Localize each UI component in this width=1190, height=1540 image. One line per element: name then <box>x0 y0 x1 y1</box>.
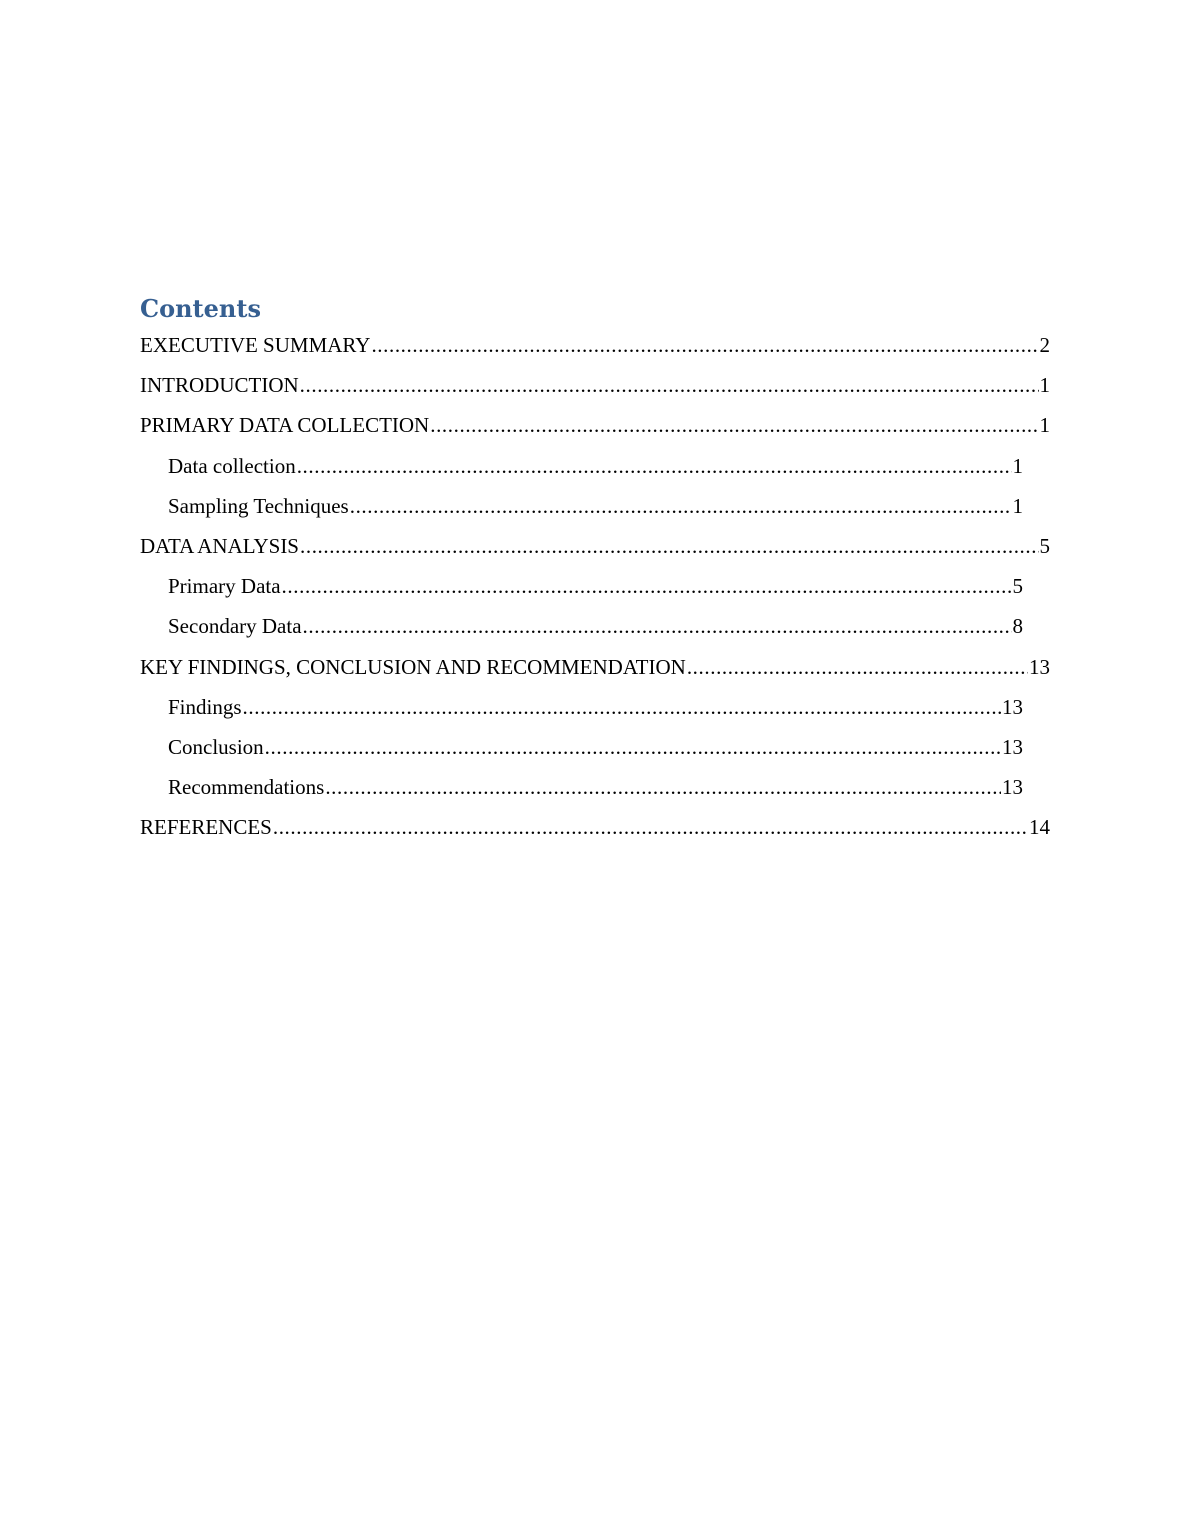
toc-dot-leader <box>300 532 1039 560</box>
toc-entry-page-number: 1 <box>1012 454 1023 478</box>
toc-dot-leader <box>303 612 1012 640</box>
toc-dot-leader <box>273 813 1028 841</box>
toc-entry-label: Conclusion <box>168 735 264 759</box>
toc-entry-label: Data collection <box>168 454 296 478</box>
toc-dot-leader <box>371 331 1038 359</box>
toc-entry[interactable] <box>140 813 1050 841</box>
toc-entry-label: Recommendations <box>168 775 325 799</box>
toc-entry[interactable] <box>168 612 1023 640</box>
toc-entry-label: Findings <box>168 695 242 719</box>
toc-entry-page-number: 13 <box>1002 695 1023 719</box>
toc-entry[interactable] <box>140 331 1050 359</box>
toc-entry[interactable] <box>168 572 1023 600</box>
toc-entry-page-number: 1 <box>1039 413 1050 437</box>
toc-entry-page-number: 1 <box>1039 373 1050 397</box>
toc-entry-page-number: 5 <box>1012 574 1023 598</box>
toc-dot-leader <box>282 572 1012 600</box>
toc-entry-page-number: 2 <box>1039 333 1050 357</box>
toc-entry-page-number: 8 <box>1012 614 1023 638</box>
toc-dot-leader <box>297 452 1012 480</box>
toc-entry[interactable] <box>168 492 1023 520</box>
toc-entry[interactable] <box>140 411 1050 439</box>
toc-entry-page-number: 13 <box>1002 735 1023 759</box>
toc-title: Contents <box>140 294 261 323</box>
toc-entry-page-number: 1 <box>1012 494 1023 518</box>
toc-entry[interactable] <box>168 693 1023 721</box>
toc-entry[interactable] <box>168 733 1023 761</box>
toc-entry[interactable] <box>140 371 1050 399</box>
toc-entry-label: KEY FINDINGS, CONCLUSION AND RECOMMENDATION <box>140 655 686 679</box>
toc-dot-leader <box>350 492 1012 520</box>
toc-entry[interactable] <box>140 653 1050 681</box>
toc-entry[interactable] <box>140 532 1050 560</box>
toc-entry-label: Sampling Techniques <box>168 494 349 518</box>
toc-entry-page-number: 5 <box>1039 534 1050 558</box>
toc-entry[interactable] <box>168 452 1023 480</box>
toc-dot-leader <box>243 693 1001 721</box>
toc-entry-label: Primary Data <box>168 574 281 598</box>
toc-entry-page-number: 13 <box>1002 775 1023 799</box>
toc-entry-label: REFERENCES <box>140 815 272 839</box>
toc-entry-label: DATA ANALYSIS <box>140 534 299 558</box>
toc-entry[interactable] <box>168 773 1023 801</box>
toc-entry-label: INTRODUCTION <box>140 373 299 397</box>
toc-entry-label: PRIMARY DATA COLLECTION <box>140 413 430 437</box>
toc-dot-leader <box>687 653 1028 681</box>
toc-dot-leader <box>430 411 1038 439</box>
toc-entry-label: EXECUTIVE SUMMARY <box>140 333 371 357</box>
toc-dot-leader <box>300 371 1039 399</box>
toc-entry-label: Secondary Data <box>168 614 302 638</box>
toc-dot-leader <box>265 733 1001 761</box>
toc-entry-page-number: 14 <box>1029 815 1050 839</box>
toc-dot-leader <box>325 773 1001 801</box>
toc-entry-page-number: 13 <box>1029 655 1050 679</box>
